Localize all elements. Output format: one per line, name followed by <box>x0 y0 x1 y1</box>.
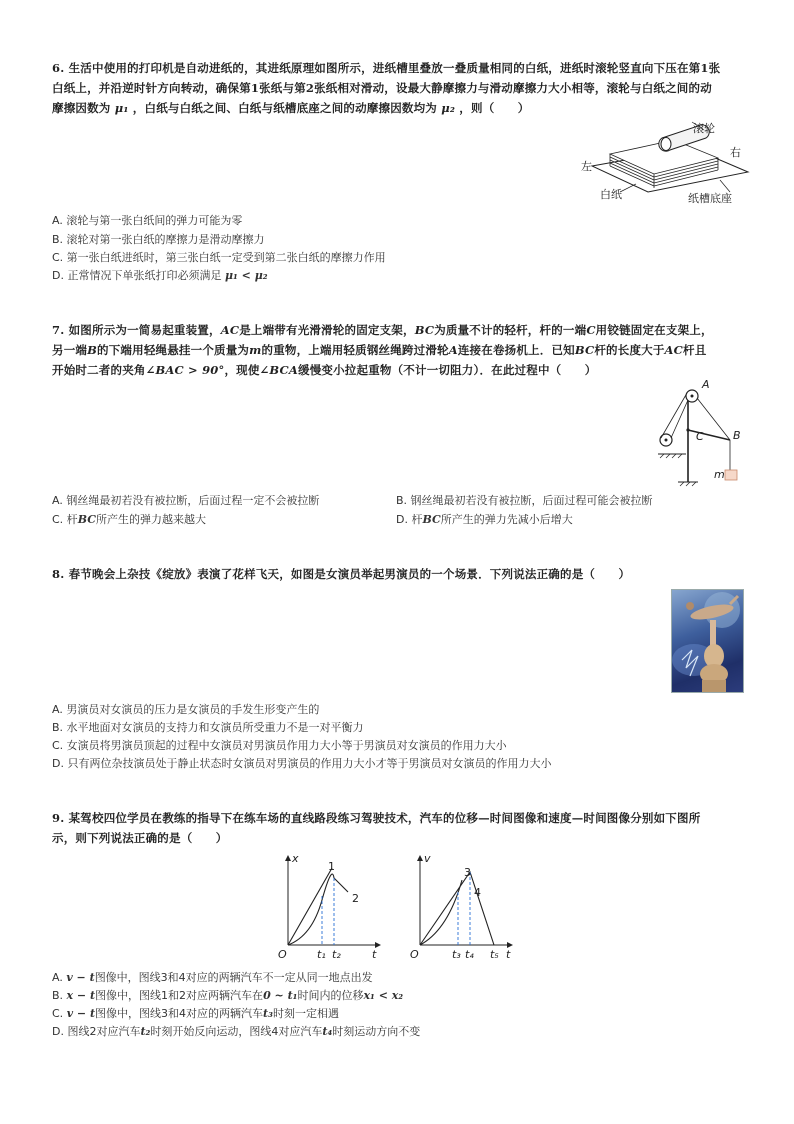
q9-stem-line2: 示，则下列说法正确的是（ ） <box>52 831 228 845</box>
vt-graph <box>408 850 520 962</box>
q9-stem-line1: 9. 某驾校四位学员在教练的指导下在练车场的直线路段练习驾驶技术，汽车的位移—时间图像和速度—时间图像分别如下图所 <box>52 811 701 825</box>
printer-figure <box>570 118 760 210</box>
q9-stem <box>52 808 752 848</box>
mu1: μ₁ <box>114 101 129 115</box>
q7-stem-line2: 另一端B的下端用轻绳悬挂一个质量为m的重物，上端用轻质钢丝绳跨过滑轮A连接在卷扬机上．已知BC杆的长度大于AC杆且 <box>52 343 707 357</box>
q7-option-a[interactable]: A. 钢丝绳最初若没有被拉断，后面过程一定不会被拉断 <box>52 494 320 507</box>
svg-text:t₃: t₃ <box>452 948 461 961</box>
svg-text:v: v <box>424 852 431 865</box>
svg-text:t: t <box>372 948 377 961</box>
xt-line1-label: 1 <box>328 860 335 873</box>
q7-stem <box>52 320 752 380</box>
label-roller: 滚轮 <box>693 122 715 135</box>
q8-option-d[interactable]: D. 只有两位杂技演员处于静止状态时女演员对男演员的作用力大小才等于男演员对女演员的作用力大小 <box>52 757 552 770</box>
q7-stem-line1: 7. 如图所示为一简易起重装置，AC是上端带有光滑滑轮的固定支架，BC为质量不计的轻杆，杆的一端C用铰链固定在支架上， <box>52 323 713 337</box>
crane-figure <box>650 378 750 486</box>
label-base: 纸槽底座 <box>688 192 732 205</box>
q8-stem: 8. 春节晚会上杂技《绽放》表演了花样飞天，如图是女演员举起男演员的一个场景．下列说法正确的是（ ） <box>52 567 631 581</box>
label-A: A <box>702 378 710 391</box>
q6-stem-line1: 6. 生活中使用的打印机是自动进纸的，其进纸原理如图所示，进纸槽里叠放一叠质量相同的白纸，进纸时滚轮竖直向下压在第1张 <box>52 61 721 75</box>
q6-option-b[interactable]: B. 滚轮对第一张白纸的摩擦力是滑动摩擦力 <box>52 233 265 246</box>
q6-option-d[interactable]: D. 正常情况下单张纸打印必须满足 μ₁ < μ₂ <box>52 269 268 282</box>
label-B: B <box>733 429 741 442</box>
svg-text:t₅: t₅ <box>490 948 499 961</box>
xt-line2-label: 2 <box>352 892 359 905</box>
q6-stem <box>52 58 752 118</box>
xt-graph <box>276 850 386 962</box>
acrobat-photo <box>671 589 744 693</box>
q9-option-a[interactable]: A. v − t图像中，图线3和4对应的两辆汽车不一定从同一地点出发 <box>52 971 373 984</box>
svg-text:t₁: t₁ <box>317 948 326 961</box>
svg-text:O: O <box>278 948 287 961</box>
q6-stem-line3: 摩擦因数为 μ₁ ，白纸与白纸之间、白纸与纸槽底座之间的动摩擦因数均为 μ₂ ，则（ ） <box>52 101 530 115</box>
label-C: C <box>696 430 704 443</box>
q8-option-c[interactable]: C. 女演员将男演员顶起的过程中女演员对男演员作用力大小等于男演员对女演员的作用力大小 <box>52 739 507 752</box>
q7-option-c[interactable]: C. 杆BC所产生的弹力越来越大 <box>52 513 206 526</box>
q7-stem-line3: 开始时二者的夹角∠BAC > 90°，现使∠BCA缓慢变小拉起重物（不计一切阻力）．在此过程中（ ） <box>52 363 597 377</box>
label-paper: 白纸 <box>600 188 622 201</box>
label-right: 右 <box>730 146 741 159</box>
q6-option-c[interactable]: C. 第一张白纸进纸时，第三张白纸一定受到第二张白纸的摩擦力作用 <box>52 251 386 264</box>
label-m: m <box>714 468 725 481</box>
svg-text:t: t <box>506 948 511 961</box>
vt-line4-label: 4 <box>474 886 481 899</box>
svg-text:t₂: t₂ <box>332 948 341 961</box>
q6-stem-line2: 白纸上，并沿逆时针方向转动，确保第1张纸与第2张纸相对滑动，设最大静摩擦力与滑动摩擦力大小相等，滚轮与白纸之间的动 <box>52 81 712 95</box>
svg-text:O: O <box>410 948 419 961</box>
q8-option-a[interactable]: A. 男演员对女演员的压力是女演员的手发生形变产生的 <box>52 703 320 716</box>
q9-option-b[interactable]: B. x − t图像中，图线1和2对应两辆汽车在0 ~ t₁时间内的位移x₁ < x₂ <box>52 989 404 1002</box>
q6-option-a[interactable]: A. 滚轮与第一张白纸间的弹力可能为零 <box>52 214 243 227</box>
svg-text:x: x <box>292 852 299 865</box>
q9-option-c[interactable]: C. v − t图像中，图线3和4对应的两辆汽车t₃时刻一定相遇 <box>52 1007 339 1020</box>
q9-option-d[interactable]: D. 图线2对应汽车t₂时刻开始反向运动，图线4对应汽车t₄时刻运动方向不变 <box>52 1025 421 1038</box>
q8-option-b[interactable]: B. 水平地面对女演员的支持力和女演员所受重力不是一对平衡力 <box>52 721 364 734</box>
vt-line3-label: 3 <box>464 866 471 879</box>
q7-option-b[interactable]: B. 钢丝绳最初若没有被拉断，后面过程可能会被拉断 <box>396 494 653 507</box>
svg-text:t₄: t₄ <box>465 948 474 961</box>
q7-option-d[interactable]: D. 杆BC所产生的弹力先减小后增大 <box>396 513 573 526</box>
label-left: 左 <box>581 160 592 173</box>
mu2: μ₂ <box>441 101 456 115</box>
